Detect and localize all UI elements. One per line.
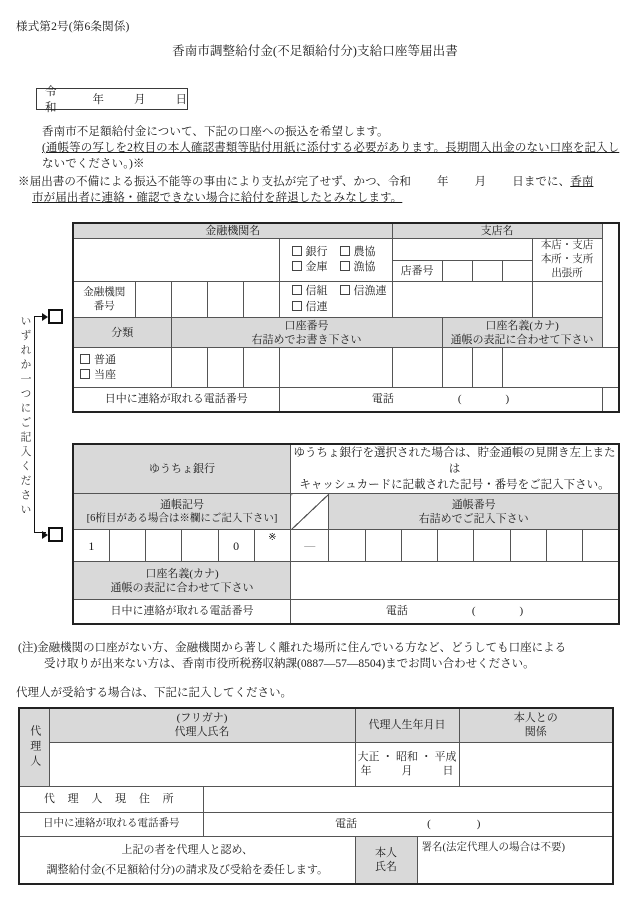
page-title: 香南市調整給付金(不足額給付分)支給口座等届出書 — [172, 44, 458, 58]
yucho-account-holder-label-line-2: 通帳の表記に合わせて下さい — [110, 581, 254, 594]
bank-account-table — [72, 222, 620, 413]
intro-line-2-text: (通帳等の写しを2枚目の本人確認書類等貼付用紙に添付する必要があります。長期間入出金のない口座を記入し — [42, 142, 620, 154]
note-a-year: 年 — [437, 176, 449, 188]
checkbox-icon[interactable] — [80, 354, 90, 364]
yucho-number-cell[interactable] — [365, 530, 401, 562]
account-holder-header-line-1: 口座名義(カナ) — [485, 319, 559, 332]
checkbox-shinren-label: 信連 — [305, 300, 328, 313]
guide-vertical-text: いずれか一つにご記入ください — [19, 315, 31, 518]
table-row — [73, 318, 619, 348]
checkbox-icon[interactable] — [80, 369, 90, 379]
yucho-phone-paren-open: ( — [471, 605, 476, 618]
checkbox-kinko-label: 金庫 — [305, 261, 328, 273]
checkbox-futsu-label: 普通 — [94, 353, 116, 366]
proxy-phone-paren-close: ) — [476, 818, 481, 830]
table-row — [73, 282, 619, 318]
proxy-name-header — [49, 708, 355, 742]
table-row — [73, 223, 619, 239]
note-a-tail: 香南 — [570, 176, 594, 188]
proxy-consent-text — [19, 836, 355, 884]
bank-branch-header: 支店名 — [392, 223, 602, 239]
month-label: 月 — [134, 94, 146, 106]
table-row — [73, 600, 619, 624]
institution-type-checkbox-group — [279, 239, 392, 282]
checkbox-kinko[interactable] — [286, 260, 334, 276]
account-number-cell[interactable] — [279, 348, 392, 388]
yucho-account-holder-label — [73, 562, 291, 600]
yucho-symbol-header-line-1: 通帳記号 — [160, 499, 204, 511]
yucho-symbol-star-cell[interactable]: ※ — [254, 530, 290, 562]
account-number-cell[interactable] — [392, 348, 442, 388]
principal-name-label — [355, 836, 417, 884]
bank-institution-header: 金融機関名 — [73, 223, 392, 239]
proxy-relation-label-line-1: 本人との — [513, 712, 558, 725]
table-row — [73, 530, 619, 562]
checkbox-icon[interactable] — [340, 285, 350, 295]
proxy-furigana-label: (フリガナ) — [176, 712, 228, 725]
checkbox-icon[interactable] — [292, 261, 302, 271]
office-type-line-2: 本所・支所 — [540, 254, 594, 265]
account-number-header-line-1: 口座番号 — [284, 319, 329, 332]
proxy-birth-header: 代理人生年月日 — [355, 708, 459, 742]
note-asterisk-line-2: 市が届出者に連絡・確認できない場合に給付を辞退したとみなします。 — [32, 192, 403, 204]
proxy-phone-label: 日中に連絡が取れる電話番号 — [19, 812, 203, 836]
intro-line-3: ないでください。)※ — [42, 158, 145, 170]
account-number-cell[interactable] — [472, 348, 502, 388]
table-row — [73, 444, 619, 494]
classification-header: 分類 — [73, 318, 171, 348]
yucho-account-table — [72, 443, 620, 625]
yucho-number-cell[interactable] — [583, 530, 619, 562]
yucho-number-cell[interactable] — [401, 530, 437, 562]
checkbox-toza[interactable] — [74, 368, 171, 383]
checkbox-icon[interactable] — [340, 246, 350, 256]
checkbox-icon[interactable] — [292, 285, 302, 295]
institution-type-checkbox-group-2 — [279, 282, 392, 318]
era-label: 令和 — [45, 86, 57, 114]
checkbox-nokyo-label: 農協 — [353, 245, 376, 258]
bank-section-checkbox[interactable] — [48, 309, 63, 324]
table-row — [73, 388, 619, 412]
tail-note-line-2: 受け取りが出来ない方は、香南市役所税務収納課(0887―57―8504)までお問い合わせください。 — [44, 658, 535, 670]
account-number-header — [171, 318, 442, 348]
proxy-birth-day-label: 日 — [442, 765, 454, 777]
yucho-account-holder-input[interactable] — [291, 562, 620, 600]
year-label: 年 — [92, 94, 104, 106]
proxy-relation-input[interactable] — [459, 742, 613, 786]
table-row — [19, 742, 613, 786]
proxy-birth-year-label: 年 — [360, 765, 372, 777]
classification-options — [73, 348, 171, 388]
yucho-instruction-line-1: ゆうちょ銀行を選択された場合は、貯金通帳の見開き左上または — [293, 447, 616, 475]
table-row — [73, 348, 619, 388]
yucho-phone-label: 日中に連絡が取れる電話番号 — [73, 600, 291, 624]
account-holder-input[interactable] — [502, 348, 619, 388]
proxy-phone-prefix: 電話 — [335, 818, 358, 830]
principal-name-label-line-1: 本人 — [375, 846, 397, 859]
checkbox-bank-label: 銀行 — [305, 245, 328, 258]
proxy-address-label: 代 理 人 現 住 所 — [19, 786, 203, 812]
proxy-table — [18, 707, 614, 885]
checkbox-shingyoren-label: 信漁連 — [353, 285, 387, 297]
account-holder-header-line-2: 通帳の表記に合わせて下さい — [450, 333, 594, 346]
yucho-symbol-cell-4[interactable] — [182, 530, 218, 562]
note-a-month: 月 — [474, 176, 487, 188]
table-row — [19, 812, 613, 836]
bank-phone-label: 日中に連絡が取れる電話番号 — [73, 388, 279, 412]
yucho-dash-cell: — — [291, 530, 329, 562]
branch-number-cell[interactable] — [442, 261, 472, 282]
yucho-phone-prefix: 電話 — [385, 605, 408, 618]
table-row — [19, 708, 613, 742]
yucho-symbol-cell-3[interactable] — [146, 530, 182, 562]
branch-name-input[interactable] — [392, 239, 532, 261]
account-number-cell[interactable] — [171, 348, 207, 388]
office-type-line-3: 出張所 — [551, 268, 583, 279]
proxy-name-input[interactable] — [49, 742, 355, 786]
yucho-phone-input[interactable] — [291, 600, 620, 624]
proxy-birth-eras[interactable]: 大正 ・ 昭和 ・ 平成 — [357, 751, 457, 763]
institution-name-input[interactable] — [73, 239, 279, 282]
proxy-section-lead: 代理人が受給する場合は、下記に記入してください。 — [16, 687, 292, 699]
checkbox-toza-label: 当座 — [94, 368, 116, 381]
bank-phone-paren-open: ( — [457, 393, 462, 406]
proxy-side-label-text: 代理人 — [28, 724, 41, 770]
note-a-text: ※届出書の不備による振込不能等の事由により支払が完了せず、かつ、令和 — [18, 176, 412, 188]
institution-number-label-line-1: 金融機関 — [83, 286, 126, 298]
submission-date-box[interactable] — [36, 86, 188, 114]
yucho-diagonal-separator — [291, 494, 329, 530]
account-number-cell[interactable] — [442, 348, 472, 388]
checkbox-nokyo[interactable] — [340, 245, 376, 261]
table-row — [19, 836, 613, 884]
yucho-instruction-line-2: キャッシュカードに記載された記号・番号をご記入下さい。 — [299, 479, 610, 491]
office-type-label — [532, 239, 602, 282]
proxy-phone-input[interactable] — [203, 812, 613, 836]
proxy-relation-header — [459, 708, 613, 742]
checkbox-gyokyo-label: 漁協 — [353, 261, 376, 273]
checkbox-icon[interactable] — [292, 301, 302, 311]
bank-phone-paren-close: ) — [505, 393, 510, 406]
checkbox-shinkumi[interactable] — [286, 284, 334, 300]
yucho-symbol-cell-2[interactable] — [109, 530, 145, 562]
proxy-relation-label-line-2: 関係 — [524, 726, 547, 739]
yucho-symbol-cell-5[interactable]: 0 — [218, 530, 254, 562]
yucho-number-cell[interactable] — [438, 530, 474, 562]
proxy-consent-line-2: 調整給付金(不足額給付分)の請求及び受給を委任します。 — [46, 863, 328, 876]
guide-bracket — [34, 316, 46, 533]
yucho-section-checkbox[interactable] — [48, 527, 63, 542]
note-asterisk-line-1 — [18, 174, 626, 190]
principal-signature-input[interactable] — [417, 836, 613, 884]
office-type-line-1: 本店・支店 — [540, 240, 594, 251]
account-number-header-line-2: 右詰めでお書き下さい — [251, 333, 362, 346]
institution-number-cell[interactable] — [243, 282, 279, 318]
table-row — [73, 239, 619, 261]
checkbox-icon[interactable] — [292, 246, 302, 256]
principal-name-label-line-2: 氏名 — [375, 860, 397, 873]
branch-number-cell[interactable] — [472, 261, 502, 282]
intro-line-2 — [42, 140, 622, 156]
proxy-name-label: 代理人氏名 — [174, 726, 230, 739]
note-a-day: 日までに、 — [512, 176, 571, 188]
yucho-number-cell[interactable] — [474, 530, 510, 562]
checkbox-shingyoren[interactable] — [340, 284, 387, 300]
yucho-number-header — [329, 494, 619, 530]
table-row — [73, 494, 619, 530]
yucho-phone-paren-close: ) — [519, 605, 524, 618]
checkbox-icon[interactable] — [340, 261, 350, 271]
yucho-account-holder-label-line-1: 口座名義(カナ) — [145, 567, 219, 580]
institution-number-cell[interactable] — [207, 282, 243, 318]
form-code-label: 様式第2号(第6条関係) — [16, 21, 130, 33]
yucho-symbol-header — [73, 494, 291, 530]
branch-number-label: 店番号 — [392, 261, 442, 282]
checkbox-futsu[interactable] — [74, 353, 171, 368]
yucho-instruction — [291, 444, 620, 494]
proxy-phone-paren-open: ( — [427, 818, 431, 830]
yucho-number-cell[interactable] — [510, 530, 546, 562]
yucho-number-cell[interactable] — [329, 530, 365, 562]
table-row — [73, 562, 619, 600]
proxy-consent-line-1: 上記の者を代理人と認め、 — [121, 843, 254, 856]
tail-note-line-1: (注)金融機関の口座がない方、金融機関から著しく離れた場所に住んでいる方など、どうしても口座による — [18, 642, 567, 654]
checkbox-shinren[interactable] — [286, 300, 334, 316]
checkbox-bank[interactable] — [286, 245, 334, 261]
table-row — [19, 786, 613, 812]
proxy-birth-month-label: 月 — [401, 765, 413, 777]
day-label: 日 — [175, 94, 187, 106]
yucho-symbol-cell-1[interactable]: 1 — [73, 530, 109, 562]
bank-phone-prefix: 電話 — [371, 393, 394, 406]
proxy-side-label — [19, 708, 49, 786]
yucho-number-header-line-2: 右詰めでご記入下さい — [418, 512, 529, 525]
yucho-number-cell[interactable] — [546, 530, 582, 562]
institution-number-label-line-2: 番号 — [93, 300, 115, 312]
account-holder-header — [442, 318, 602, 348]
yucho-number-header-line-1: 通帳番号 — [451, 498, 496, 511]
branch-number-cell[interactable] — [502, 261, 532, 282]
checkbox-gyokyo[interactable] — [340, 260, 376, 276]
principal-signature-label: 署名(法定代理人の場合は不要) — [421, 841, 565, 853]
institution-number-label — [73, 282, 135, 318]
bank-phone-input[interactable] — [279, 388, 602, 412]
proxy-address-input[interactable] — [203, 786, 613, 812]
proxy-birth-input[interactable] — [355, 742, 459, 786]
intro-line-1: 香南市不足額給付金について、下記の口座への振込を希望します。 — [42, 126, 389, 138]
yucho-bank-name: ゆうちょ銀行 — [73, 444, 291, 494]
account-number-cell[interactable] — [207, 348, 243, 388]
institution-number-cell[interactable] — [135, 282, 171, 318]
checkbox-shinkumi-label: 信組 — [305, 285, 328, 297]
yucho-symbol-header-line-2: [6桁目がある場合は※欄にご記入下さい] — [86, 513, 278, 524]
institution-number-cell[interactable] — [171, 282, 207, 318]
account-number-cell[interactable] — [243, 348, 279, 388]
